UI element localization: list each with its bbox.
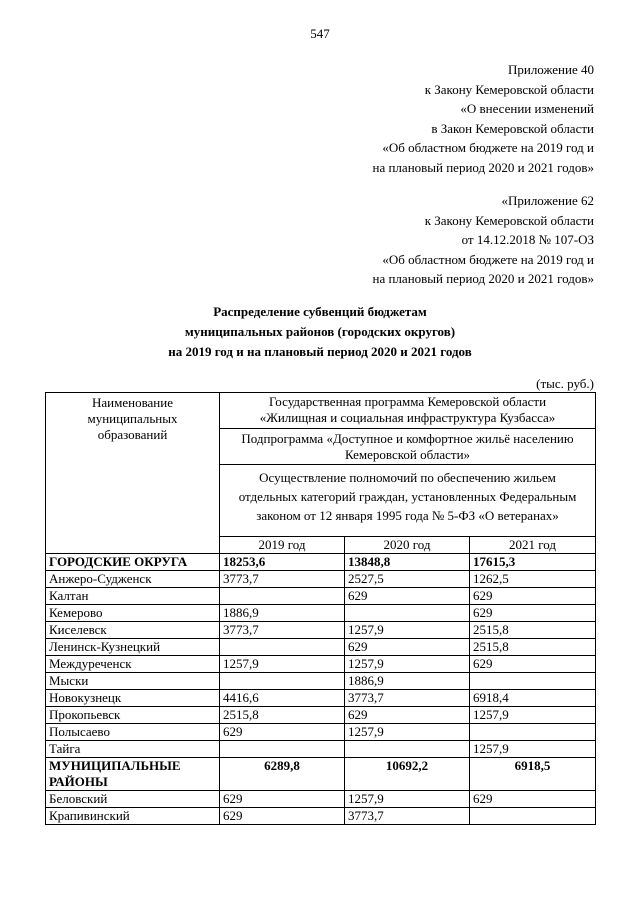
value-2019: 1257,9 — [220, 656, 345, 673]
header-program-cell — [220, 393, 596, 429]
table-row — [46, 707, 596, 724]
title-line: Распределение субвенций бюджетам — [213, 304, 427, 319]
header-activity-cell — [220, 465, 596, 537]
annex-original-block — [373, 191, 595, 289]
page-number: 547 — [310, 26, 330, 41]
unit-label: (тыс. руб.) — [536, 376, 594, 391]
annex-current-block — [373, 60, 595, 177]
value-2020: 2527,5 — [345, 571, 470, 588]
annex-line: от 14.12.2018 № 107-ОЗ — [461, 232, 594, 247]
title-line: на 2019 год и на плановый период 2020 и 2021 годов — [168, 344, 472, 359]
table-row — [46, 791, 596, 808]
value-2020: 1257,9 — [345, 622, 470, 639]
value-2021: 629 — [470, 791, 596, 808]
row-name: Ленинск-Кузнецкий — [46, 639, 220, 656]
annex-line: на плановый период 2020 и 2021 годов» — [372, 271, 594, 286]
header-name-line: Наименование — [92, 395, 173, 410]
year-header: 2019 год — [220, 537, 345, 554]
document-title — [0, 302, 640, 362]
value-2019: 629 — [220, 808, 345, 825]
activity-line: Осуществление полномочий по обеспечению жильем — [259, 470, 556, 485]
annex-line: Приложение 40 — [507, 62, 594, 77]
value-2019 — [220, 741, 345, 758]
row-name: Киселевск — [46, 622, 220, 639]
table-row — [46, 605, 596, 622]
table-row — [46, 656, 596, 673]
activity-line: законом от 12 января 1995 года № 5-ФЗ «О ветеранах» — [256, 508, 559, 523]
value-2021: 17615,3 — [470, 554, 596, 571]
row-name: Беловский — [46, 791, 220, 808]
value-2021: 629 — [470, 588, 596, 605]
subprogram-line: Кемеровской области» — [344, 447, 471, 462]
annex-line: «Об областном бюджете на 2019 год и — [382, 140, 594, 155]
annex-line: «Приложение 62 — [501, 193, 594, 208]
value-2020: 1257,9 — [345, 656, 470, 673]
row-name-line: МУНИЦИПАЛЬНЫЕ — [49, 758, 181, 773]
table-row — [46, 622, 596, 639]
value-2021: 1257,9 — [470, 707, 596, 724]
table-row — [46, 808, 596, 825]
row-name: Анжеро-Судженск — [46, 571, 220, 588]
value-2021: 1262,5 — [470, 571, 596, 588]
value-2019: 629 — [220, 791, 345, 808]
value-2019: 2515,8 — [220, 707, 345, 724]
value-2021: 629 — [470, 656, 596, 673]
program-line: Государственная программа Кемеровской области — [268, 394, 547, 409]
row-name: Полысаево — [46, 724, 220, 741]
value-2019 — [220, 673, 345, 690]
row-name-line: РАЙОНЫ — [49, 774, 108, 789]
year-header: 2021 год — [470, 537, 596, 554]
row-name — [46, 758, 220, 791]
value-2019: 3773,7 — [220, 571, 345, 588]
annex-line: «Об областном бюджете на 2019 год и — [382, 251, 594, 267]
value-2019: 18253,6 — [220, 554, 345, 571]
annex-line: «О внесении изменений — [460, 101, 594, 116]
value-2020: 1257,9 — [345, 791, 470, 808]
row-name: Тайга — [46, 741, 220, 758]
year-header: 2020 год — [345, 537, 470, 554]
row-name: Междуреченск — [46, 656, 220, 673]
value-2019: 3773,7 — [220, 622, 345, 639]
row-name: Мыски — [46, 673, 220, 690]
value-2021: 2515,8 — [470, 622, 596, 639]
value-2019 — [220, 639, 345, 656]
value-2020: 629 — [345, 588, 470, 605]
value-2019: 4416,6 — [220, 690, 345, 707]
subvention-table — [45, 392, 596, 825]
annex-line: к Закону Кемеровской области — [424, 81, 594, 97]
value-2020: 13848,8 — [345, 554, 470, 571]
row-name: Крапивинский — [46, 808, 220, 825]
value-2020: 629 — [345, 707, 470, 724]
value-2020: 3773,7 — [345, 808, 470, 825]
row-name: Кемерово — [46, 605, 220, 622]
title-line: муниципальных районов (городских округов) — [184, 324, 456, 339]
value-2019: 6289,8 — [220, 758, 345, 791]
row-name: Прокопьевск — [46, 707, 220, 724]
table-row — [46, 588, 596, 605]
value-2021: 1257,9 — [470, 741, 596, 758]
value-2019 — [220, 588, 345, 605]
value-2020 — [345, 741, 470, 758]
table-row — [46, 741, 596, 758]
activity-line: отдельных категорий граждан, установленных Федеральным — [238, 489, 577, 504]
subprogram-line: Подпрограмма «Доступное и комфортное жильё населению — [241, 431, 574, 446]
value-2020: 10692,2 — [345, 758, 470, 791]
table-row — [46, 639, 596, 656]
value-2019: 1886,9 — [220, 605, 345, 622]
row-name: Новокузнецк — [46, 690, 220, 707]
value-2021 — [470, 724, 596, 741]
value-2021: 629 — [470, 605, 596, 622]
value-2021: 6918,4 — [470, 690, 596, 707]
value-2021 — [470, 673, 596, 690]
table-row-total-urban — [46, 554, 596, 571]
value-2021: 2515,8 — [470, 639, 596, 656]
header-name-line: муниципальных — [87, 411, 178, 426]
table-row — [46, 673, 596, 690]
header-subprogram-cell — [220, 429, 596, 465]
table-row — [46, 690, 596, 707]
program-line: «Жилищная и социальная инфраструктура Кузбасса» — [259, 410, 556, 425]
annex-line: в Закон Кемеровской области — [431, 120, 594, 136]
annex-line: к Закону Кемеровской области — [424, 212, 594, 228]
value-2020 — [345, 605, 470, 622]
row-name: Калтан — [46, 588, 220, 605]
table-row — [46, 724, 596, 741]
value-2021: 6918,5 — [470, 758, 596, 791]
value-2021 — [470, 808, 596, 825]
value-2019: 629 — [220, 724, 345, 741]
annex-line: на плановый период 2020 и 2021 годов» — [372, 159, 594, 175]
value-2020: 3773,7 — [345, 690, 470, 707]
value-2020: 629 — [345, 639, 470, 656]
value-2020: 1257,9 — [345, 724, 470, 741]
header-name-line: образований — [97, 427, 168, 442]
row-name: ГОРОДСКИЕ ОКРУГА — [46, 554, 220, 571]
header-name-cell — [46, 393, 220, 554]
table-row — [46, 571, 596, 588]
table-row-total-districts — [46, 758, 596, 791]
value-2020: 1886,9 — [345, 673, 470, 690]
